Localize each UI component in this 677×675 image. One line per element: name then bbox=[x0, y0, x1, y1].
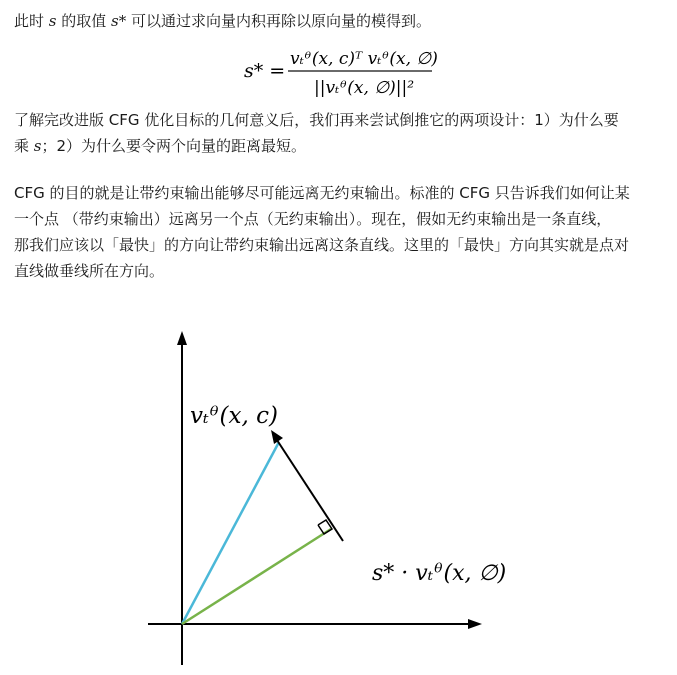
text-segment: 可以通过求向量内积再除以原向量的模得到。 bbox=[126, 12, 432, 30]
text-line: 了解完改进版 CFG 优化目标的几何意义后，我们再来尝试倒推它的两项设计：1）为什么要 bbox=[14, 111, 619, 129]
text-segment: 此时 bbox=[14, 12, 49, 30]
perpendicular-arrowhead bbox=[271, 430, 283, 444]
formula-denominator: ||vₜᶿ(x, ∅)||² bbox=[314, 78, 415, 98]
y-axis-arrowhead bbox=[177, 331, 187, 345]
conditional-vector bbox=[182, 442, 279, 624]
text-line bbox=[14, 133, 666, 159]
math-s: s bbox=[48, 12, 57, 30]
text-segment: 的取值 bbox=[56, 12, 112, 30]
text-line: 那我们应该以「最快」的方向让带约束输出远离这条直线。这里的「最快」方向其实就是点对 bbox=[14, 236, 630, 254]
paragraph-s-value bbox=[14, 8, 666, 34]
paragraph-cfg-purpose bbox=[14, 180, 666, 284]
math-s-star: s* bbox=[111, 12, 127, 30]
text-line: 一个点 （带约束输出）远离另一个点（无约束输出）。现在，假如无约束输出是一条直线， bbox=[14, 210, 612, 228]
formula-s-star bbox=[0, 40, 677, 104]
text-segment: ；2）为什么要令两个向量的距离最短。 bbox=[41, 137, 307, 155]
math-s: s bbox=[33, 137, 42, 155]
label-projected-vector: s* · vₜᶿ(x, ∅) bbox=[372, 561, 507, 586]
text-line: CFG 的目的就是让带约束输出能够尽可能远离无约束输出。标准的 CFG 只告诉我们如何让某 bbox=[14, 184, 630, 202]
x-axis-arrowhead bbox=[468, 619, 482, 629]
formula-lhs: s* = bbox=[244, 60, 286, 82]
vector-projection-figure bbox=[0, 325, 677, 675]
projected-vector bbox=[182, 529, 331, 624]
label-conditional-vector: vₜᶿ(x, c) bbox=[190, 403, 278, 429]
perpendicular-line bbox=[275, 437, 343, 541]
text-line: 直线做垂线所在方向。 bbox=[14, 262, 165, 280]
text-segment: 乘 bbox=[14, 137, 34, 155]
paragraph-design-questions bbox=[14, 107, 666, 159]
formula-numerator: vₜᶿ(x, c)ᵀ vₜᶿ(x, ∅) bbox=[290, 49, 438, 69]
